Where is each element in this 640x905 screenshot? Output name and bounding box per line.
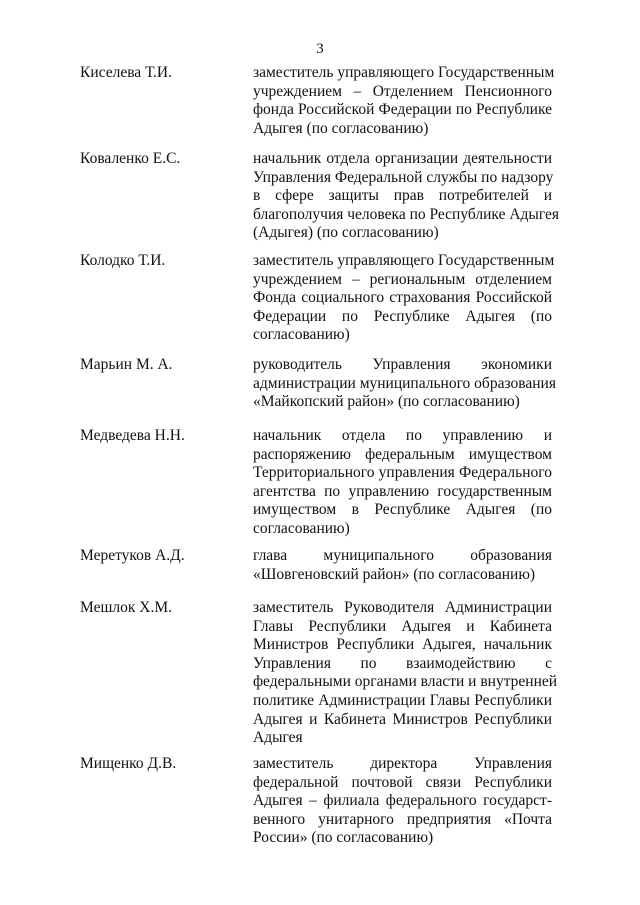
description-line: благополучия человека по Республике Адыгея <box>253 205 559 223</box>
description-line: имуществом в Республике Адыгея (по <box>253 501 552 519</box>
person-name: Коваленко Е.С. <box>80 150 181 167</box>
description-line: фонда Российской Федерации по Республике <box>253 101 552 119</box>
description-line: «Майкопский район» (по согласованию) <box>253 393 520 411</box>
person-name: Мищенко Д.В. <box>80 755 177 772</box>
description-line: заместитель управляющего Государственным <box>253 252 555 269</box>
description-line: учреждением – региональным отделением <box>253 270 552 288</box>
page-number: 3 <box>316 41 324 57</box>
description-line: Главы Республики Адыгея и Кабинета <box>253 617 552 635</box>
description-line: политике Администрации Главы Республики <box>253 691 552 709</box>
description-line: учреждением – Отделением Пенсионного <box>253 82 552 100</box>
position-description <box>253 427 552 539</box>
position-description <box>253 64 555 138</box>
description-line: (Адыгея) (по согласованию) <box>253 224 439 242</box>
description-line: Территориального управления Федерального <box>253 464 552 482</box>
position-description <box>253 547 552 584</box>
person-name: Колодко Т.И. <box>80 252 166 269</box>
description-line: заместитель управляющего Государственным <box>253 64 555 81</box>
description-line: согласованию) <box>253 326 350 344</box>
description-line: Адыгея и Кабинета Министров Республики <box>253 710 552 728</box>
description-line: Управления по взаимодействию с <box>253 654 552 672</box>
description-line: федеральными органами власти и внутренней <box>253 673 558 691</box>
position-description <box>253 599 558 748</box>
description-line: Министров Республики Адыгея, начальник <box>253 636 552 654</box>
description-line: Адыгея <box>253 729 303 747</box>
description-line: начальник отдела организации деятельности <box>253 150 552 167</box>
person-name: Марьин М. А. <box>80 356 173 373</box>
description-line: Федерации по Республике Адыгея (по <box>253 307 552 325</box>
description-line: администрации муниципального образования <box>253 374 556 392</box>
position-description <box>253 252 555 345</box>
description-line: Адыгея – филиала федерального государст- <box>253 792 552 810</box>
description-line: руководитель Управления экономики <box>253 356 552 373</box>
description-line: агентства по управлению государственным <box>253 482 552 500</box>
description-line: согласованию) <box>253 519 350 537</box>
description-line: в сфере защиты прав потребителей и <box>253 187 552 205</box>
description-line: Адыгея (по согласованию) <box>253 119 429 137</box>
person-name: Меретуков А.Д. <box>80 547 185 564</box>
description-line: распоряжению федеральным имуществом <box>253 445 552 463</box>
description-line: России» (по согласованию) <box>253 829 434 847</box>
position-description <box>253 356 556 412</box>
description-line: заместитель Руководителя Администрации <box>253 599 552 616</box>
description-line: венного унитарного предприятия «Почта <box>253 810 552 828</box>
description-line: федеральной почтовой связи Республики <box>253 773 552 791</box>
person-name: Медведева Н.Н. <box>80 427 185 444</box>
position-description <box>253 755 552 848</box>
description-line: «Шовгеновский район» (по согласованию) <box>253 565 536 583</box>
position-description <box>253 150 559 243</box>
description-line: Управления Федеральной службы по надзору <box>253 168 554 186</box>
person-name: Мешлок Х.М. <box>80 599 173 616</box>
description-line: начальник отдела по управлению и <box>253 427 552 444</box>
person-name: Киселева Т.И. <box>80 64 172 81</box>
description-line: заместитель директора Управления <box>253 755 552 772</box>
description-line: Фонда социального страхования Российской <box>253 289 552 307</box>
description-line: глава муниципального образования <box>253 547 552 564</box>
